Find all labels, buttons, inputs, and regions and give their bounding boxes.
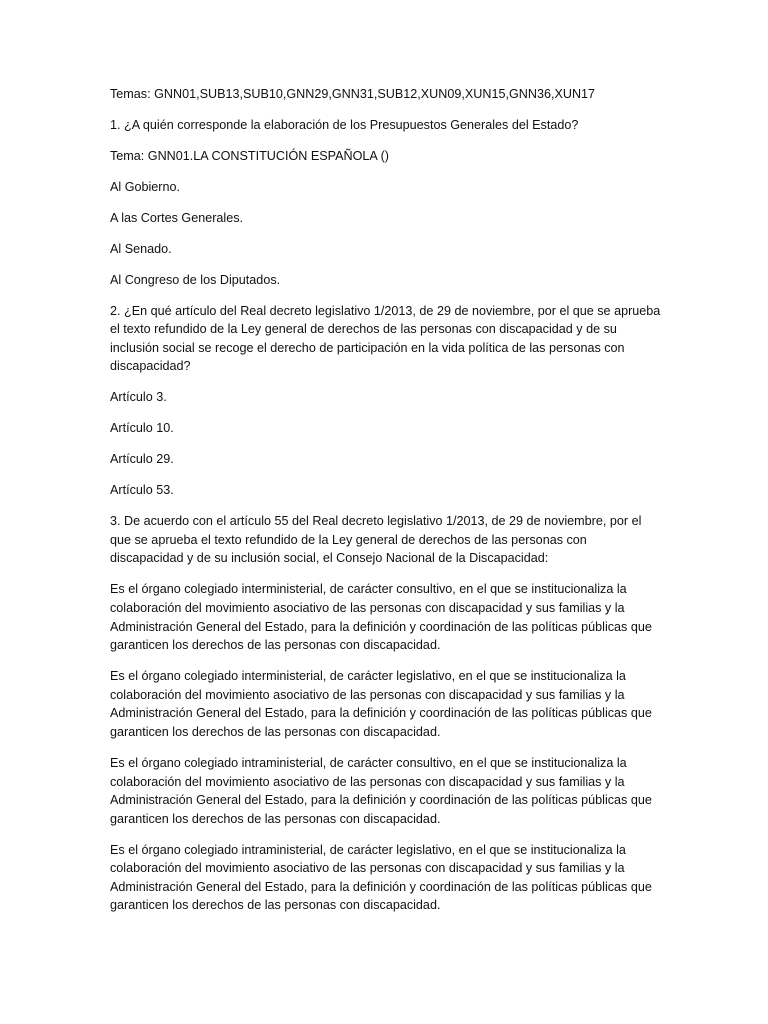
question-3-option-d: Es el órgano colegiado intraministerial, de carácter legislativo, en el que se institucionaliza la colaboración del movimiento asociativo de las personas con discapacidad y sus familias y la Administración General del Estado, para la definición y coordinación de las políticas públicas que garanticen los derechos de las personas con discapacidad. <box>110 842 652 913</box>
question-1-option-c: Al Senado. <box>110 241 172 256</box>
question-2-option-d: Artículo 53. <box>110 483 174 498</box>
document-page <box>110 85 662 927</box>
question-3-option-c: Es el órgano colegiado intraministerial, de carácter consultivo, en el que se institucionaliza la colaboración del movimiento asociativo de las personas con discapacidad y sus familias y la Administración General del Estado, para la definición y coordinación de las políticas públicas que garanticen los derechos de las personas con discapacidad. <box>110 755 652 826</box>
topics-line: Temas: GNN01,SUB13,SUB10,GNN29,GNN31,SUB12,XUN09,XUN15,GNN36,XUN17 <box>110 87 596 101</box>
question-1-option-d: Al Congreso de los Diputados. <box>110 272 281 287</box>
question-3-text: 3. De acuerdo con el artículo 55 del Real decreto legislativo 1/2013, de 29 de noviembre, por el que se aprueba el texto refundido de la Ley general de derechos de las personas con discapacidad y de su inclusión social, el Consejo Nacional de la Discapacidad: <box>110 514 642 566</box>
question-2-option-a: Artículo 3. <box>110 390 167 405</box>
question-3-option-b: Es el órgano colegiado interministerial, de carácter legislativo, en el que se institucionaliza la colaboración del movimiento asociativo de las personas con discapacidad y sus familias y la Administración General del Estado, para la definición y coordinación de las políticas públicas que garanticen los derechos de las personas con discapacidad. <box>110 669 652 739</box>
question-2-option-b: Artículo 10. <box>110 421 174 436</box>
question-1-text: 1. ¿A quién corresponde la elaboración de los Presupuestos Generales del Estado? <box>110 117 579 132</box>
question-2-text: 2. ¿En qué artículo del Real decreto legislativo 1/2013, de 29 de noviembre, por el que se aprueba el texto refundido de la Ley general de derechos de las personas con discapacidad y de su inclusión social se recoge el derecho de participación en la vida política de las personas con discapacidad? <box>110 303 661 374</box>
question-1-topic: Tema: GNN01.LA CONSTITUCIÓN ESPAÑOLA () <box>110 148 389 163</box>
question-1-option-b: A las Cortes Generales. <box>110 210 243 225</box>
question-1-option-a: Al Gobierno. <box>110 179 181 194</box>
question-2-option-c: Artículo 29. <box>110 452 174 467</box>
question-3-option-a: Es el órgano colegiado interministerial, de carácter consultivo, en el que se institucionaliza la colaboración del movimiento asociativo de las personas con discapacidad y sus familias y la Administración General del Estado, para la definición y coordinación de las políticas públicas que garanticen los derechos de las personas con discapacidad. <box>110 582 652 653</box>
